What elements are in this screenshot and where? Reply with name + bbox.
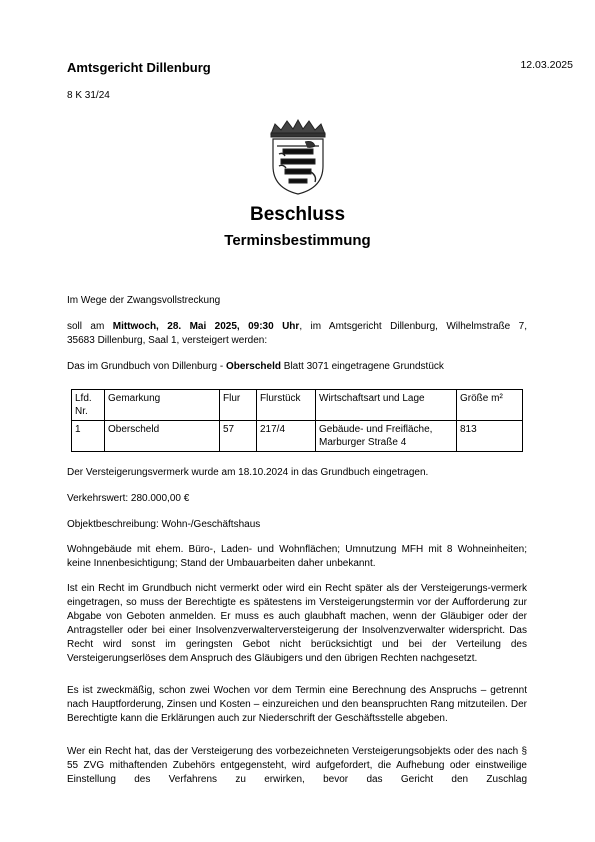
court-name: Amtsgericht Dillenburg [67,60,211,75]
vermerk-text: Der Versteigerungsvermerk wurde am 18.10.2024 in das Grundbuch eingetragen. [67,467,429,478]
header-wirtschaftsart: Wirtschaftsart und Lage [316,390,457,421]
header-groesse: Größe m² [457,390,523,421]
hessen-lion-coat-of-arms-icon [265,118,331,196]
auction-location: , im Amtsgericht Dillenburg, Wilhelmstraße 7, [299,321,527,332]
werrecht-paragraph: Wer ein Recht hat, das der Versteigerung des vorbezeichneten Versteigerungsobjekts oder des nach § 55 ZVG mithaftenden Zubehörs entgegensteht, wird aufgefordert, die Aufhebung oder einstweilige Einstellung des Verfahrens zu erwirken, bevor das Gericht den Zuschlag [67,746,527,785]
header-gemarkung: Gemarkung [105,390,220,421]
header-flur: Flur [220,390,257,421]
table-header-row [72,390,523,421]
document-subtitle: Terminsbestimmung [224,232,371,249]
verkehrswert-text: Verkehrswert: 280.000,00 € [67,493,190,504]
objekt-text: Objektbeschreibung: Wohn-/Geschäftshaus [67,519,261,530]
auction-paragraph [67,320,527,348]
header-lfd-nr: Lfd. Nr. [72,390,105,421]
document-date: 12.03.2025 [520,59,573,71]
cell-gemarkung: Oberscheld [105,421,220,452]
table-row [72,421,523,452]
header-flurstueck: Flurstück [257,390,316,421]
cell-nr: 1 [72,421,105,452]
auction-datetime: Mittwoch, 28. Mai 2025, 09:30 Uhr [112,321,300,332]
intro-text: Im Wege der Zwangsvollstreckung [67,295,221,306]
document-title: Beschluss [249,204,346,225]
case-reference: 8 K 31/24 [67,90,110,101]
cell-flurstueck: 217/4 [257,421,316,452]
wohngebaeude-paragraph: Wohngebäude mit ehem. Büro-, Laden- und Wohnflächen; Umnutzung MFH mit 8 Wohneinheiten; keine Innenbesichtigung; Stand der Umbauarbeiten daher unbekannt. [67,544,527,569]
recht-paragraph: Ist ein Recht im Grundbuch nicht vermerkt oder wird ein Recht später als der Versteigerungs-vermerk eingetragen, so muss der Berechtigte es spätestens im Versteigerungstermin vor der Aufforderung zur Abgabe von Geboten anmelden. Er muss es auch glaubhaft machen, wenn der Gläubiger oder der Antragsteller oder bei einer Insolvenzverwalterversteigerung der Insolvenzverwalter widerspricht. Das Recht wird sonst im geringsten Gebot nicht berücksichtigt und bei der Verteilung des Versteigerungserlöses dem Anspruch des Gläubigers und den übrigen Rechten nachgesetzt. [67,583,527,664]
auction-address: 35683 Dillenburg, Saal 1, versteigert werden: [67,335,268,346]
cell-groesse: 813 [457,421,523,452]
grundbuch-line: Das im Grundbuch von Dillenburg - Oberscheld Blatt 3071 eingetragene Grundstück [67,361,444,372]
grundbuch-district: Oberscheld [225,361,281,372]
cell-flur: 57 [220,421,257,452]
property-table [71,389,523,452]
auction-prefix: soll am [67,321,113,332]
cell-lage: Gebäude- und Freifläche, Marburger Straße 4 [316,421,457,452]
zweckmaessig-paragraph: Es ist zweckmäßig, schon zwei Wochen vor dem Termin eine Berechnung des Anspruchs – getrennt nach Hauptforderung, Zinsen und Kosten – einzureichen und den beanspruchten Rang mitzuteilen. Der Berechtigte kann die Erklärungen auch zur Niederschrift der Geschäftsstelle abgeben. [67,685,527,724]
